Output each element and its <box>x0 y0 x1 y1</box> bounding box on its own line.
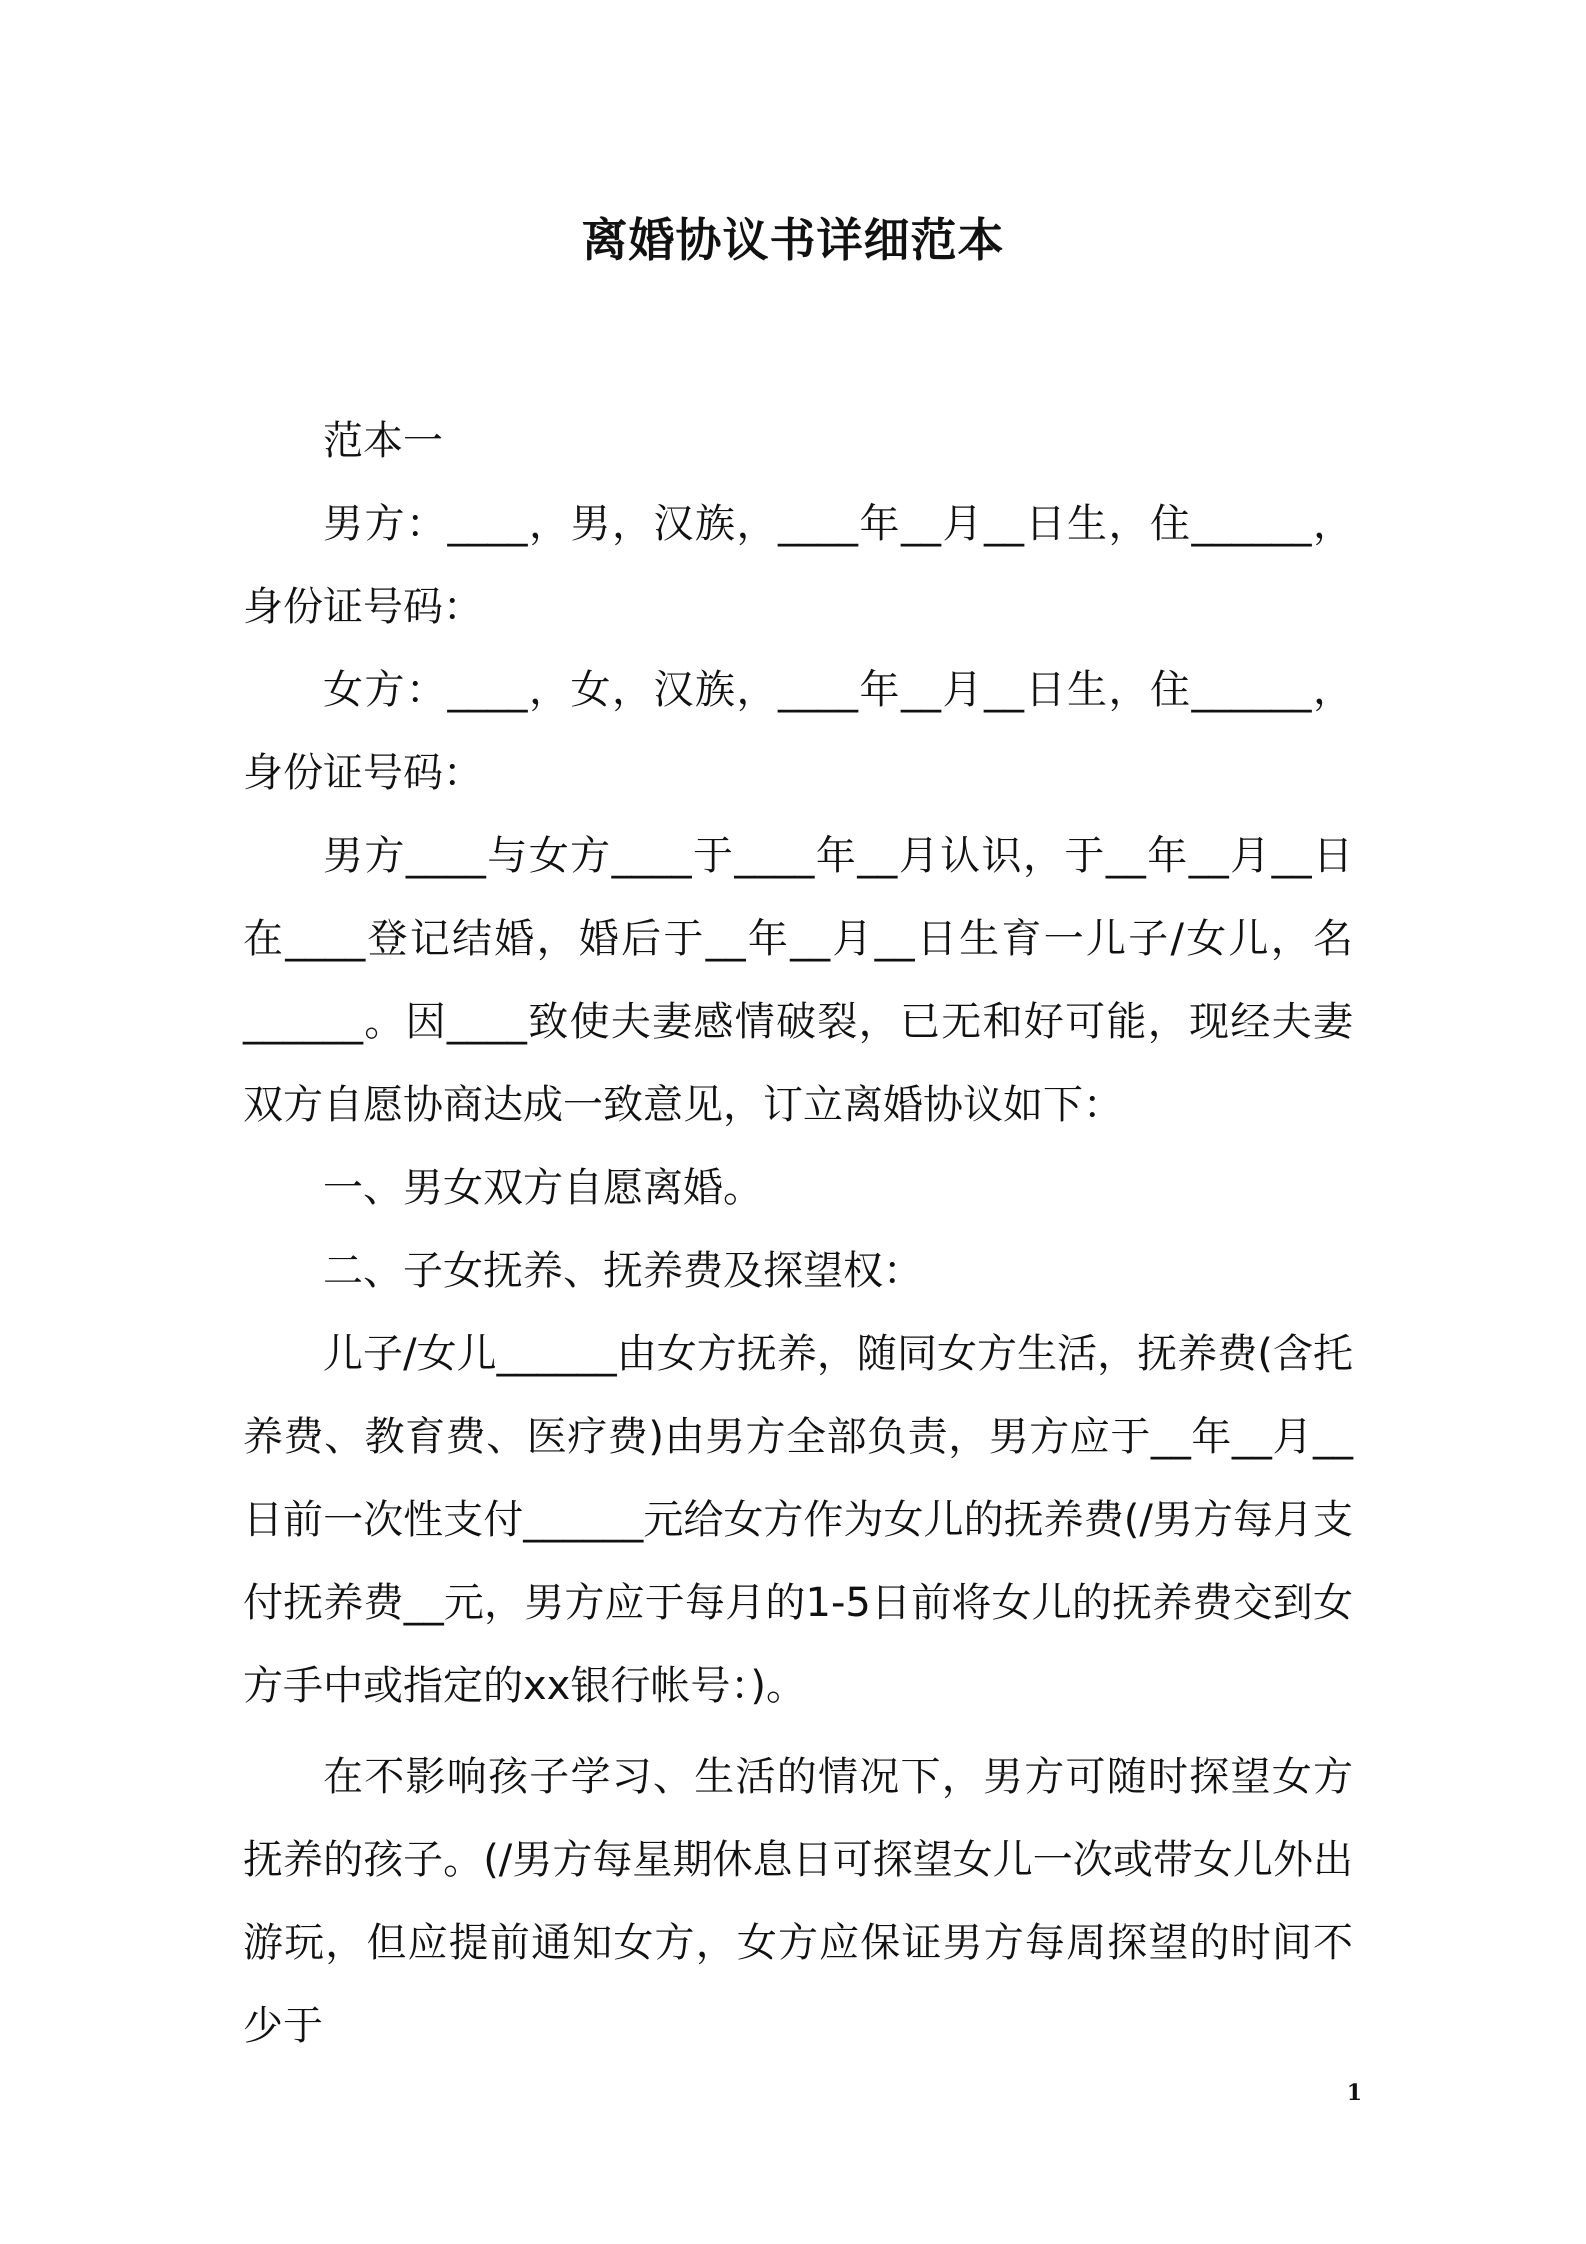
section-heading: 范本一 <box>323 418 443 464</box>
visitation-paragraph: 在不影响孩子学习、生活的情况下，男方可随时探望女方抚养的孩子。(/男方每星期休息日可探望女儿一次或带女儿外出游玩，但应提前通知女方，女方应保证男方每周探望的时间不少于 <box>243 1754 1353 2049</box>
page-number: 1 <box>1346 2080 1362 2106</box>
female-party-paragraph: 女方：____，女，汉族，____年__月__日生，住______，身份证号码： <box>243 667 1353 796</box>
child-support-paragraph: 儿子/女儿______由女方抚养，随同女方生活，抚养费(含托养费、教育费、医疗费)由男方全部负责，男方应于__年__月__日前一次性支付______元给女方作为女儿的抚养费(/男方每月支付抚养费__元，男方应于每月的1-5日前将女儿的抚养费交到女方手中或指定的xx银行帐号：)。 <box>243 1331 1353 1709</box>
document-body <box>243 400 1353 2068</box>
male-party-paragraph: 男方：____，男，汉族，____年__月__日生，住______，身份证号码： <box>243 501 1353 630</box>
clause-two-heading: 二、子女抚养、抚养费及探望权： <box>323 1248 923 1294</box>
clause-one: 一、男女双方自愿离婚。 <box>323 1165 763 1211</box>
marriage-background-paragraph: 男方____与女方____于____年__月认识，于__年__月__日在____登记结婚，婚后于__年__月__日生育一儿子/女儿，名______。因____致使夫妻感情破裂，已无和好可能，现经夫妻双方自愿协商达成一致意见，订立离婚协议如下： <box>243 833 1353 1128</box>
document-title: 离婚协议书详细范本 <box>581 213 1005 267</box>
